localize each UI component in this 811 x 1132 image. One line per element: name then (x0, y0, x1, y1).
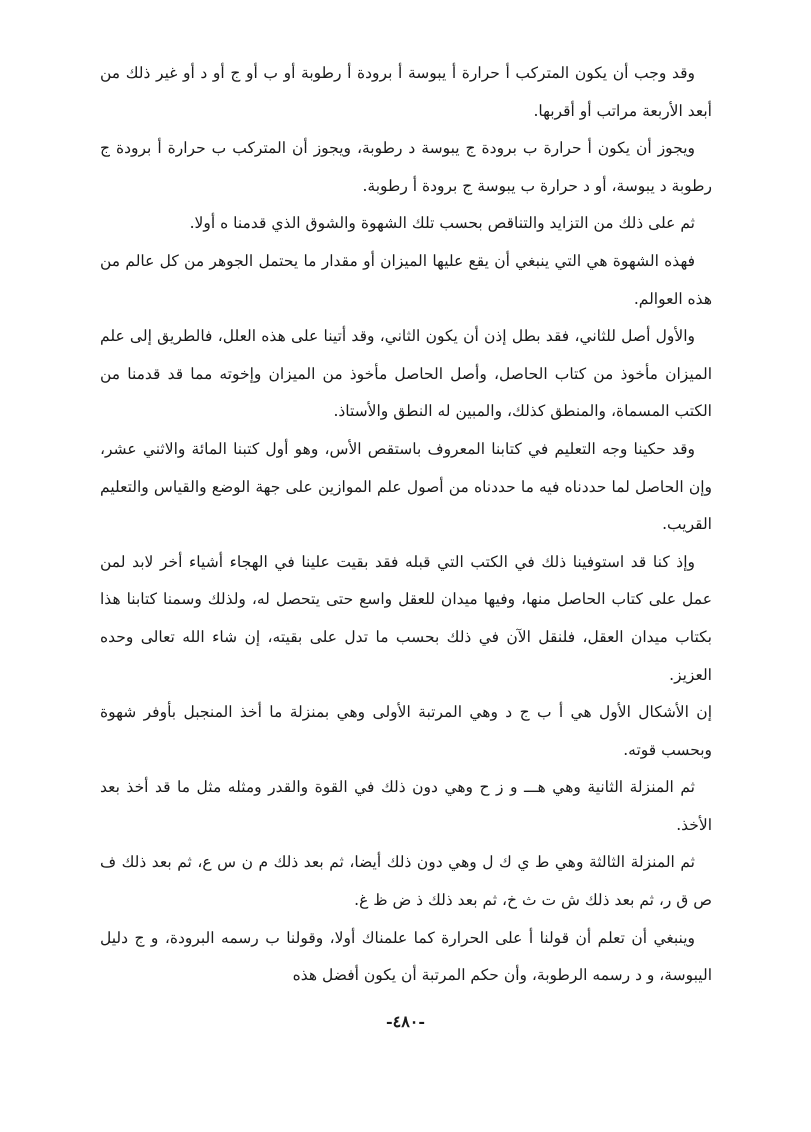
paragraph-9: ثم المنزلة الثانية وهي هـــ و ز ح وهي دون ذلك في القوة والقدر ومثله مثل ما قد أخذ بعد الأخذ. (100, 778, 712, 834)
paragraph-7: وإذ كنا قد استوفينا ذلك في الكتب التي قبله فقد بقيت علينا في الهجاء أشياء أخر لابد لمن عمل على كتاب الحاصل منها، وفيها ميدان للعقل واسع حتى يتحصل له، ولذلك وسمنا كتابنا هذا بكتاب ميدان العقل، فلنقل الآن في ذلك بحسب ما تدل على بقيته، إن شاء الله تعالى وحده العزيز. (100, 552, 712, 684)
document-body (100, 55, 712, 995)
document-page (100, 55, 712, 1065)
paragraph-3: ثم على ذلك من التزايد والتناقص بحسب تلك الشهوة والشوق الذي قدمنا ه أولا. (189, 214, 695, 233)
paragraph-8: إن الأشكال الأول هي أ ب ج د وهي المرتبة الأولى وهي بمنزلة ما أخذ المنجبل بأوفر شهوة وبحسب قوته. (100, 703, 712, 759)
paragraph-4: فهذه الشهوة هي التي ينبغي أن يقع عليها الميزان أو مقدار ما يحتمل الجوهر من كل عالم من هذه العوالم. (100, 251, 712, 308)
paragraph-10: ثم المنزلة الثالثة وهي ط ي ك ل وهي دون ذلك أيضا، ثم بعد ذلك م ن س ع، ثم بعد ذلك ف ص ق ر، ثم بعد ذلك ش ت ث خ، ثم بعد ذلك ذ ض ظ غ. (100, 853, 712, 910)
paragraph-11: وينبغي أن تعلم أن قولنا أ على الحرارة كما علمناك أولا، وقولنا ب رسمه البرودة، و ج دليل اليبوسة، و د رسمه الرطوبة، وأن حكم المرتبة أن يكون أفضل هذه (100, 928, 712, 985)
paragraph-2: ويجوز أن يكون أ حرارة ب برودة ج يبوسة د رطوبة، ويجوز أن المتركب ب حرارة أ برودة ج رطوبة د يبوسة، أو د حرارة ب يبوسة ج برودة أ رطوبة. (100, 139, 712, 195)
paragraph-5: والأول أصل للثاني، فقد بطل إذن أن يكون الثاني، وقد أتينا على هذه العلل، فالطريق إلى علم الميزان مأخوذ من كتاب الحاصل، وأصل الحاصل مأخوذ من الميزان وإخوته مما قد قدمنا من الكتب المسماة، والمنطق كذلك، والمبين له النطق والأستاذ. (100, 327, 712, 421)
paragraph-1: وقد وجب أن يكون المتركب أ حرارة أ يبوسة أ برودة أ رطوبة أو ب أو ج أو د أو غير ذلك من أبعد الأربعة مراتب أو أقربها. (100, 64, 712, 120)
paragraph-6: وقد حكينا وجه التعليم في كتابنا المعروف باستقص الأس، وهو أول كتبنا المائة والاثني عشر، وإن الحاصل لما حددناه فيه ما حددناه من أصول علم الموازين على جهة الوضع والقياس والتعليم القريب. (100, 439, 712, 534)
page-number: -٤٨٠- (385, 1012, 426, 1031)
